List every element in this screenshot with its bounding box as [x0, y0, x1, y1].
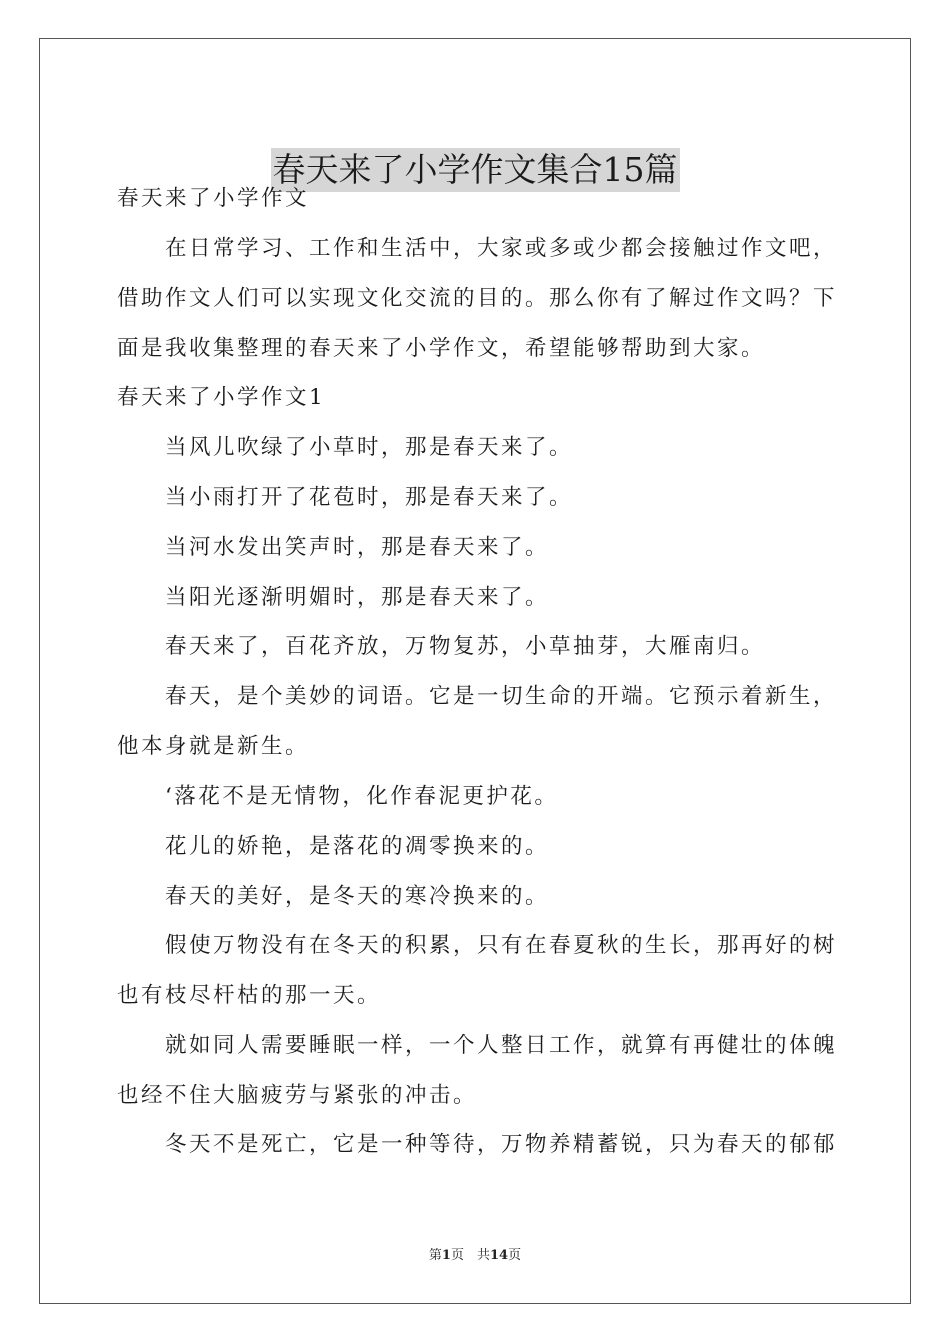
paragraph-line: 也经不住大脑疲劳与紧张的冲击。 — [117, 1083, 478, 1108]
paragraph-line: 假使万物没有在冬天的积累，只有在春夏秋的生长，那再好的树 — [165, 933, 838, 958]
paragraph-line: 面是我收集整理的春天来了小学作文，希望能够帮助到大家。 — [117, 336, 766, 361]
section-heading: 春天来了小学作文1 — [117, 385, 326, 410]
paragraph-line: 花儿的娇艳，是落花的凋零换来的。 — [165, 834, 550, 859]
paragraph-line: 当风儿吹绿了小草时，那是春天来了。 — [165, 435, 574, 460]
paragraph-line: 借助作文人们可以实现文化交流的目的。那么你有了解过作文吗？下 — [117, 286, 838, 311]
paragraph-line: 春天的美好，是冬天的寒冷换来的。 — [165, 884, 550, 909]
paragraph-line: 春天，是个美妙的词语。它是一切生命的开端。它预示着新生， — [165, 684, 838, 709]
footer-total-pages: 14 — [489, 1248, 509, 1263]
paragraph-line: 当阳光逐渐明媚时，那是春天来了。 — [165, 585, 550, 610]
paragraph-line: 春天来了，百花齐放，万物复苏，小草抽芽，大雁南归。 — [165, 634, 766, 659]
footer-prefix: 第 — [428, 1248, 442, 1263]
page-footer — [0, 1246, 950, 1266]
paragraph-line: 在日常学习、工作和生活中，大家或多或少都会接触过作文吧， — [165, 236, 838, 261]
paragraph-line: ‘落花不是无情物，化作春泥更护花。 — [165, 784, 559, 809]
paragraph-line: 就如同人需要睡眠一样，一个人整日工作，就算有再健壮的体魄 — [165, 1033, 838, 1058]
paragraph-line: 也有枝尽杆枯的那一天。 — [117, 983, 382, 1008]
paragraph-line: 当小雨打开了花苞时，那是春天来了。 — [165, 485, 574, 510]
paragraph-line: 当河水发出笑声时，那是春天来了。 — [165, 535, 550, 560]
subtitle-line: 春天来了小学作文 — [117, 186, 310, 211]
footer-suffix: 页 — [508, 1248, 522, 1263]
document-title: 春天来了小学作文集合15篇 — [271, 148, 680, 192]
paragraph-line: 他本身就是新生。 — [117, 734, 310, 759]
footer-page-number: 1 — [441, 1248, 451, 1263]
page-border — [39, 38, 911, 1304]
paragraph-line: 冬天不是死亡，它是一种等待，万物养精蓄锐，只为春天的郁郁 — [165, 1132, 838, 1157]
footer-mid: 页 共 — [450, 1248, 490, 1263]
